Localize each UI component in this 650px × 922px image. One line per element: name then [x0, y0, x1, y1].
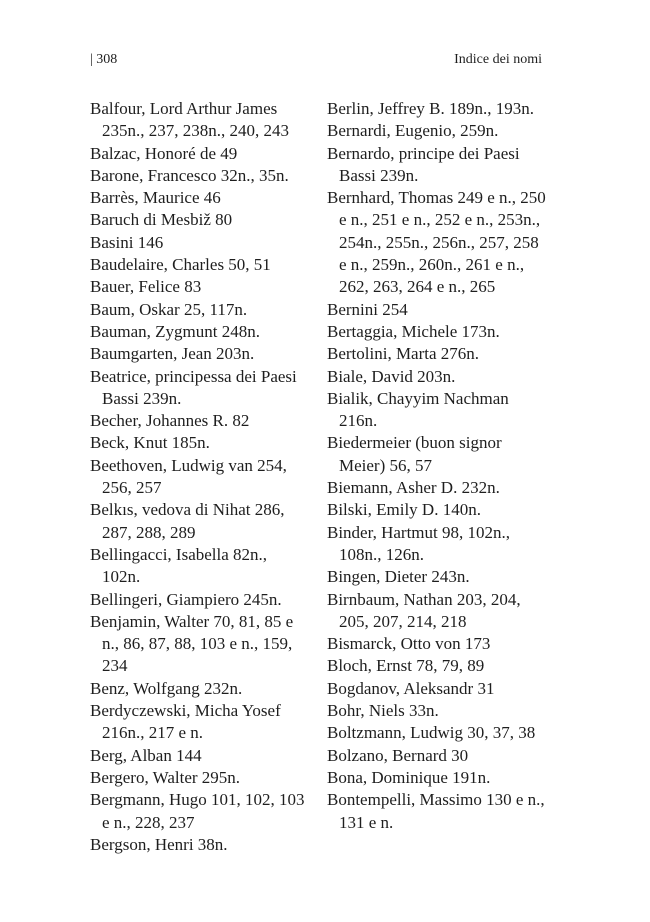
index-entry: Baumgarten, Jean 203n.	[90, 344, 255, 364]
index-entry: Bergero, Walter 295n.	[90, 767, 241, 787]
index-entry: Beethoven, Ludwig van 254, 256, 257	[90, 455, 287, 498]
index-entry: Bismarck, Otto von 173	[327, 634, 491, 654]
index-entry: Bertolini, Marta 276n.	[327, 344, 480, 364]
index-entry: Beatrice, principessa dei Paesi Bassi 239n.	[90, 366, 297, 408]
index-entry: Baum, Oskar 25, 117n.	[90, 299, 248, 319]
page-number: | 308	[90, 52, 118, 67]
index-entry: Bontempelli, Massimo 130 e n., 131 e n.	[327, 790, 545, 832]
index-entry: Biemann, Asher D. 232n.	[327, 478, 500, 498]
index-entry: Boltzmann, Ludwig 30, 37, 38	[327, 723, 536, 743]
index-entry: Binder, Hartmut 98, 102n., 108n., 126n.	[327, 522, 510, 564]
index-entry: Baruch di Mesbiž 80	[90, 210, 233, 230]
index-entry: Barone, Francesco 32n., 35n.	[90, 165, 289, 185]
index-entry: Bauer, Felice 83	[90, 277, 202, 297]
running-title: Indice dei nomi	[454, 52, 542, 67]
index-entry: Balfour, Lord Arthur James 235n., 237, 238n., 240, 243	[90, 99, 289, 141]
index-entry: Bellingacci, Isabella 82n., 102n.	[90, 544, 268, 587]
index-entry: Becher, Johannes R. 82	[90, 411, 250, 431]
index-entry: Bolzano, Bernard 30	[327, 745, 469, 765]
index-entry: Bernhard, Thomas 249 e n., 250 e n., 251 e n., 252 e n., 253n., 254n., 255n., 256n., 257, 258 e n., 259n., 260n., 261 e n., 262, 263, 264 e n., 265	[327, 188, 546, 297]
index-entry: Bellingeri, Giampiero 245n.	[90, 589, 282, 609]
index-entry: Bauman, Zygmunt 248n.	[90, 321, 260, 341]
index-entry: Bialik, Chayyim Nachman 216n.	[327, 388, 509, 431]
index-entry: Bernardo, principe dei Paesi Bassi 239n.	[327, 143, 520, 185]
index-column-left	[90, 98, 305, 856]
index-entry: Berg, Alban 144	[90, 745, 202, 765]
index-entry: Berdyczewski, Micha Yosef 216n., 217 e n.	[90, 701, 281, 743]
index-entry: Bohr, Niels 33n.	[327, 701, 439, 721]
index-entry: Bertaggia, Michele 173n.	[327, 321, 500, 341]
index-entry: Benjamin, Walter 70, 81, 85 e n., 86, 87, 88, 103 e n., 159, 234	[90, 611, 294, 676]
index-entry: Bergson, Henri 38n.	[90, 834, 228, 854]
index-entry: Basini 146	[90, 232, 164, 252]
index-entry: Biale, David 203n.	[327, 366, 456, 386]
index-entry: Barrès, Maurice 46	[90, 188, 221, 208]
page-header	[90, 50, 542, 70]
index-entry: Belkıs, vedova di Nihat 286, 287, 288, 289	[90, 500, 285, 542]
index-column-right	[327, 98, 547, 834]
index-entry: Bernardi, Eugenio, 259n.	[327, 121, 499, 141]
index-entry: Bogdanov, Aleksandr 31	[327, 678, 495, 698]
index-entry: Balzac, Honoré de 49	[90, 143, 238, 163]
index-entry: Bergmann, Hugo 101, 102, 103 e n., 228, 237	[90, 790, 305, 832]
index-entry: Baudelaire, Charles 50, 51	[90, 255, 271, 275]
index-entry: Benz, Wolfgang 232n.	[90, 678, 243, 698]
index-entry: Bloch, Ernst 78, 79, 89	[327, 656, 485, 676]
index-entry: Bernini 254	[327, 299, 408, 319]
index-entry: Bilski, Emily D. 140n.	[327, 500, 481, 520]
index-entry: Bona, Dominique 191n.	[327, 767, 491, 787]
index-entry: Berlin, Jeffrey B. 189n., 193n.	[327, 99, 534, 118]
index-entry: Beck, Knut 185n.	[90, 433, 210, 453]
index-entry: Bingen, Dieter 243n.	[327, 567, 470, 587]
index-entry: Biedermeier (buon signor Meier) 56, 57	[327, 433, 502, 475]
index-entry: Birnbaum, Nathan 203, 204, 205, 207, 214, 218	[327, 589, 521, 631]
